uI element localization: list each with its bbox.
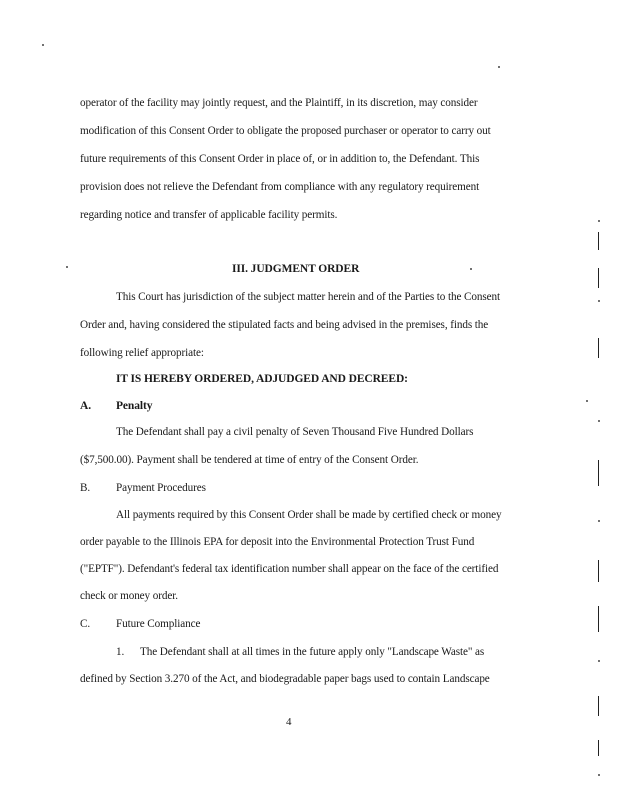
section-a-line: The Defendant shall pay a civil penalty of Seven Thousand Five Hundred Dollars xyxy=(116,426,474,438)
section-b-line: All payments required by this Consent Order shall be made by certified check or money xyxy=(116,509,502,521)
scan-dot xyxy=(470,268,472,270)
section-b-title: Payment Procedures xyxy=(116,482,206,494)
scan-dot xyxy=(598,660,600,662)
scan-dot xyxy=(598,420,600,422)
section-c-title: Future Compliance xyxy=(116,618,201,630)
scan-dot xyxy=(598,220,600,222)
scan-dot xyxy=(598,774,600,776)
section-c-line: The Defendant shall at all times in the future apply only "Landscape Waste" as xyxy=(140,646,485,658)
section-c-letter: C. xyxy=(80,618,91,630)
intro-line: This Court has jurisdiction of the subject matter herein and of the Parties to the Consent xyxy=(116,291,501,303)
scan-artifact xyxy=(598,606,599,632)
paragraph-line: modification of this Consent Order to obligate the proposed purchaser or operator to carry out xyxy=(80,125,491,137)
scan-dot xyxy=(598,300,600,302)
section-title: III. JUDGMENT ORDER xyxy=(232,263,360,275)
scan-artifact xyxy=(598,268,599,288)
scan-artifact xyxy=(598,740,599,756)
page-number: 4 xyxy=(286,716,292,728)
scan-dot xyxy=(586,400,588,402)
paragraph-line: regarding notice and transfer of applicable facility permits. xyxy=(80,209,338,221)
section-b-line: check or money order. xyxy=(80,590,178,602)
intro-line: Order and, having considered the stipulated facts and being advised in the premises, finds the xyxy=(80,319,489,331)
section-a-letter: A. xyxy=(80,400,91,412)
section-b-line: order payable to the Illinois EPA for deposit into the Environmental Protection Trust Fund xyxy=(80,536,475,548)
scan-artifact xyxy=(598,338,599,358)
section-c-item-number: 1. xyxy=(116,646,125,658)
scan-artifact xyxy=(598,696,599,716)
section-a-line: ($7,500.00). Payment shall be tendered at time of entry of the Consent Order. xyxy=(80,454,419,466)
section-b-letter: B. xyxy=(80,482,91,494)
paragraph-line: provision does not relieve the Defendant from compliance with any regulatory requirement xyxy=(80,181,480,193)
intro-line: following relief appropriate: xyxy=(80,347,204,359)
scan-dot xyxy=(66,266,68,268)
scan-dot xyxy=(498,66,500,68)
scan-dot xyxy=(42,44,44,46)
scan-artifact xyxy=(598,460,599,486)
section-c-line: defined by Section 3.270 of the Act, and biodegradable paper bags used to contain Landscape xyxy=(80,673,490,685)
scan-artifact xyxy=(598,232,599,250)
paragraph-line: future requirements of this Consent Order in place of, or in addition to, the Defendant. This xyxy=(80,153,480,165)
section-a-title: Penalty xyxy=(116,400,153,412)
paragraph-line: operator of the facility may jointly request, and the Plaintiff, in its discretion, may consider xyxy=(80,97,478,109)
scan-dot xyxy=(598,520,600,522)
scan-artifact xyxy=(598,560,599,582)
decree-heading: IT IS HEREBY ORDERED, ADJUDGED AND DECREED: xyxy=(116,373,408,385)
section-b-line: ("EPTF"). Defendant's federal tax identification number shall appear on the face of the certified xyxy=(80,563,499,575)
